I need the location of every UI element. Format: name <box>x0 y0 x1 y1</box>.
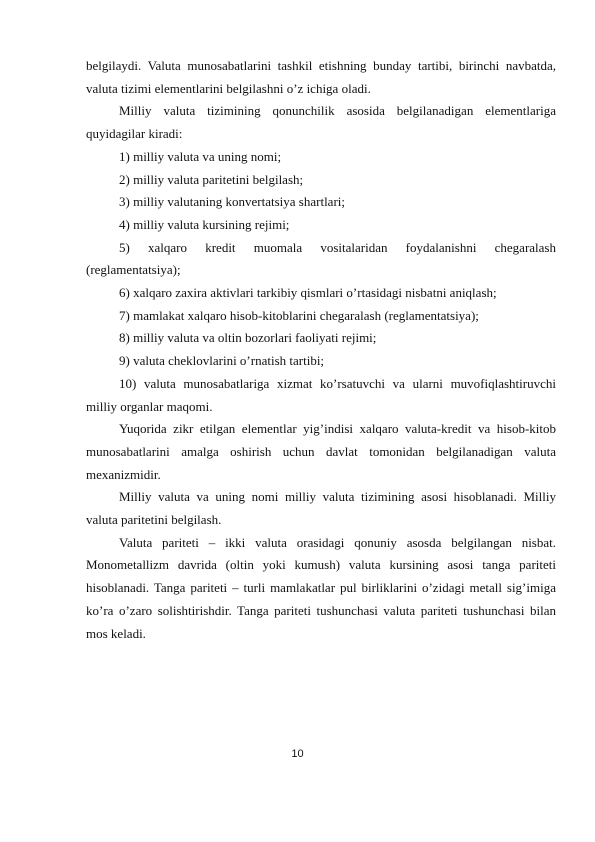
list-item: 8) milliy valuta va oltin bozorlari faoliyati rejimi; <box>119 330 377 346</box>
document-body <box>86 55 556 645</box>
list-item: 3) milliy valutaning konvertatsiya shartlari; <box>119 194 346 210</box>
list-item: 9) valuta cheklovlarini o’rnatish tartibi; <box>119 353 325 369</box>
paragraph-currency-parity: Valuta pariteti – ikki valuta orasidagi qonuniy asosda belgilangan nisbat. Monometallizm davrida (oltin yoki kumush) valuta kursining asosi tanga pariteti hisoblanadi. Tanga pariteti – turli mamlakatlar pul birliklarini o’zidagi metall sig’imiga ko’ra o’zaro solishtirishdir. Tanga pariteti tushunchasi valuta pariteti tushunchasi bilan mos keladi. <box>86 534 556 641</box>
paragraph-elements-heading: Milliy valuta tizimining qonunchilik asosida belgilanadigan elementlariga quyidagilar kiradi: <box>86 103 556 142</box>
list-item: 10) valuta munosabatlariga xizmat ko’rsatuvchi va ularni muvofiqlashtiruvchi milliy organlar maqomi. <box>86 375 556 414</box>
list-item: 5) xalqaro kredit muomala vositalaridan foydalanishni chegaralash (reglamentatsiya); <box>86 239 556 278</box>
paragraph-national-currency: Milliy valuta va uning nomi milliy valuta tizimining asosi hisoblanadi. Milliy valuta paritetini belgilash. <box>86 489 556 528</box>
paragraph-mechanism: Yuqorida zikr etilgan elementlar yig’indisi xalqaro valuta-kredit va hisob-kitob munosabatlarini amalga oshirish uchun davlat tomonidan belgilanadigan valuta mexanizmidir. <box>86 421 556 482</box>
page-number: 10 <box>291 748 304 760</box>
list-item: 4) milliy valuta kursining rejimi; <box>119 216 290 232</box>
paragraph-intro: belgilaydi. Valuta munosabatlarini tashkil etishning bunday tartibi, birinchi navbatda, valuta tizimi elementlarini belgilashni o’z ichiga oladi. <box>86 58 556 96</box>
list-item: 6) xalqaro zaxira aktivlari tarkibiy qismlari o’rtasidagi nisbatni aniqlash; <box>119 285 497 301</box>
list-item: 1) milliy valuta va uning nomi; <box>119 148 282 164</box>
list-item: 2) milliy valuta paritetini belgilash; <box>119 171 304 187</box>
list-item: 7) mamlakat xalqaro hisob-kitoblarini chegaralash (reglamentatsiya); <box>119 307 479 323</box>
